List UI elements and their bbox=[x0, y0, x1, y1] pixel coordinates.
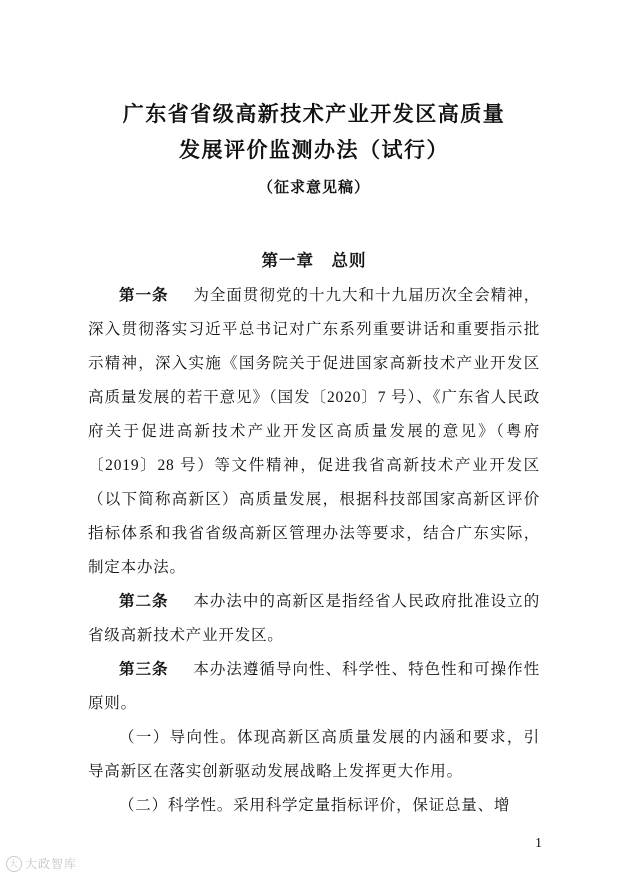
watermark-text: 大政智库 bbox=[25, 857, 78, 871]
article-2-text: 本办法中的高新区是指经省人民政府批准设立的省级高新技术产业开发区。 bbox=[88, 593, 540, 644]
document-title-line2: 发展评价监测办法（试行） bbox=[179, 138, 449, 162]
document-title-line1: 广东省省级高新技术产业开发区高质量 bbox=[122, 102, 506, 126]
article-1-label: 第一条 bbox=[119, 287, 169, 304]
document-title bbox=[88, 96, 540, 168]
paragraph-item-2 bbox=[88, 789, 540, 823]
watermark bbox=[6, 855, 77, 872]
article-3-text: 本办法遵循导向性、科学性、特色性和可操作性原则。 bbox=[88, 661, 540, 712]
document-body bbox=[88, 279, 540, 823]
article-3-label: 第三条 bbox=[119, 661, 169, 678]
page-number: 1 bbox=[535, 836, 542, 851]
article-2-label: 第二条 bbox=[119, 593, 169, 610]
chapter-heading: 第一章 总则 bbox=[261, 251, 367, 270]
item-2-text: （二）科学性。采用科学定量指标评价，保证总量、增 bbox=[119, 797, 511, 814]
paragraph-article-2 bbox=[88, 585, 540, 653]
paragraph-article-3 bbox=[88, 653, 540, 721]
paragraph-article-1 bbox=[88, 279, 540, 585]
article-1-text: 为全面贯彻党的十九大和十九届历次全会精神，深入贯彻落实习近平总书记对广东系列重要讲话和重要指示批示精神，深入实施《国务院关于促进国家高新技术产业开发区高质量发展的若干意见》（国发〔2020〕7 号）、《广东省人民政府关于促进高新技术产业开发区高质量发展的意见》（粤府〔2019〕28 号）等文件精神，促进我省高新技术产业开发区（以下简称高新区）高质量发展，根据科技部国家高新区评价指标体系和我省省级高新区管理办法等要求，结合广东实际，制定本办法。 bbox=[88, 287, 540, 576]
item-1-text: （一）导向性。体现高新区高质量发展的内涵和要求，引导高新区在落实创新驱动发展战略上发挥更大作用。 bbox=[88, 729, 540, 780]
paragraph-item-1 bbox=[88, 721, 540, 789]
watermark-logo-icon: 大 bbox=[6, 856, 22, 872]
document-subtitle: （征求意见稿） bbox=[257, 180, 370, 196]
